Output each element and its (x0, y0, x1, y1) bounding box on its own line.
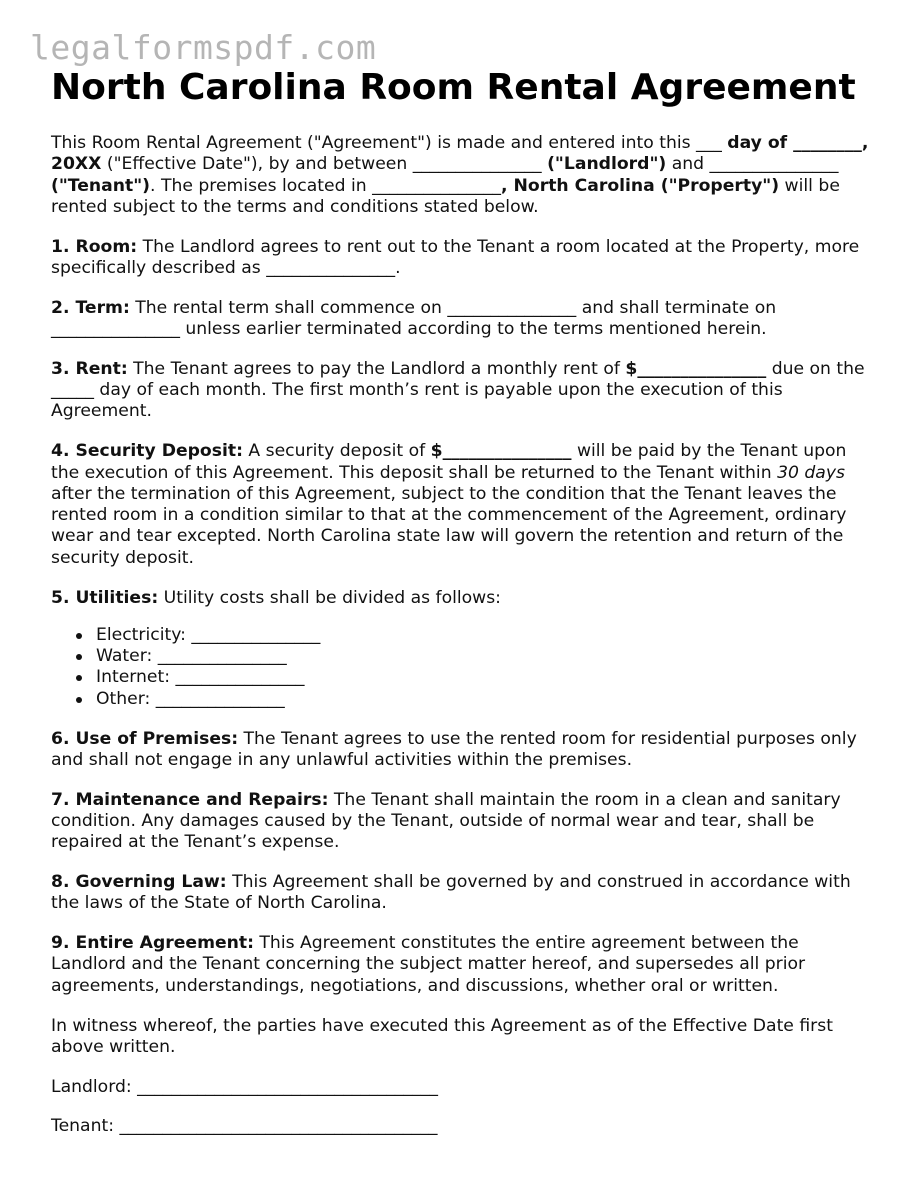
intro-tenant: ("Tenant") (51, 175, 151, 196)
section-governing-law (51, 872, 873, 915)
section-text: will be paid by the Tenant upon the execution of this Agreement. This deposit shall be returned to the Tenant within (51, 441, 847, 483)
section-heading: 1. Room: (51, 236, 138, 257)
section-text: after the termination of this Agreement, subject to the condition that the Tenant leaves the rented room in a condition similar to that at the commencement of the Agreement, ordinary wear and tear excepted. North Carolina state law will govern the retention and return of the security deposit. (51, 483, 847, 568)
section-heading: 2. Term: (51, 297, 130, 318)
section-text: The Tenant agrees to use the rented room for residential purposes only and shall not engage in any unlawful activities within the premises. (51, 728, 857, 770)
intro-property: , North Carolina ("Property") (501, 175, 780, 196)
section-text: A security deposit of (242, 441, 431, 462)
section-term (51, 298, 873, 341)
section-heading: 4. Security Deposit: (51, 441, 243, 462)
list-item: Other: _______________ (76, 689, 873, 710)
section-text: This Agreement shall be governed by and construed in accordance with the laws of the State of North Carolina. (51, 872, 851, 914)
intro-paragraph (51, 133, 873, 218)
list-item: Electricity: _______________ (76, 625, 873, 646)
section-security-deposit (51, 441, 873, 569)
section-use-of-premises (51, 729, 873, 772)
watermark: legalformspdf.com (30, 28, 377, 67)
agreement-body (51, 133, 873, 1156)
intro-text-4: . The premises located in _______________ (150, 175, 502, 196)
page-title: North Carolina Room Rental Agreement (51, 67, 856, 108)
section-heading: 9. Entire Agreement: (51, 933, 254, 954)
section-entire-agreement (51, 933, 873, 997)
section-text: The Tenant agrees to pay the Landlord a monthly rent of (127, 358, 626, 379)
intro-text-3: and _______________ (666, 154, 839, 175)
utilities-list (51, 625, 873, 710)
section-text: This Agreement constitutes the entire agreement between the Landlord and the Tenant concerning the subject matter hereof, and supersedes all prior agreements, understandings, negotiations, and discussions, whether oral or written. (51, 933, 806, 996)
intro-landlord: ("Landlord") (547, 154, 667, 175)
intro-text-1: This Room Rental Agreement ("Agreement") is made and entered into this ___ (51, 133, 728, 153)
witness-paragraph: In witness whereof, the parties have executed this Agreement as of the Effective Date first above written. (51, 1015, 833, 1057)
section-room (51, 237, 873, 280)
intro-text-2: ("Effective Date"), by and between _______________ (101, 154, 548, 175)
section-text: The rental term shall commence on _______________ and shall terminate on _______________ unless earlier terminated according to the terms mentioned herein. (51, 297, 777, 340)
tenant-signature-line: Tenant: _____________________________________ (51, 1116, 438, 1137)
intro-text-5: will be rented subject to the terms and conditions stated below. (51, 175, 840, 217)
intro-day-of: day of ________, 20XX (51, 133, 869, 175)
section-heading: 3. Rent: (51, 358, 128, 379)
list-item: Internet: _______________ (76, 667, 873, 688)
section-text: Utility costs shall be divided as follows: (158, 587, 501, 608)
section-utilities (51, 588, 873, 609)
section-text: The Tenant shall maintain the room in a clean and sanitary condition. Any damages caused by the Tenant, outside of normal wear and tear, shall be repaired at the Tenant’s expense. (51, 789, 841, 853)
deposit-amount-blank: $_______________ (430, 441, 572, 462)
deposit-return-days: 30 days (777, 462, 845, 483)
section-heading: 7. Maintenance and Repairs: (51, 789, 329, 810)
section-heading: 5. Utilities: (51, 587, 159, 608)
section-heading: 6. Use of Premises: (51, 728, 239, 749)
section-heading: 8. Governing Law: (51, 872, 227, 893)
section-text: due on the _____ day of each month. The first month’s rent is payable upon the execution of this Agreement. (51, 358, 865, 422)
landlord-signature-line: Landlord: ___________________________________ (51, 1076, 438, 1097)
section-text: The Landlord agrees to rent out to the Tenant a room located at the Property, more specifically described as _______________. (51, 236, 860, 278)
list-item: Water: _______________ (76, 646, 873, 667)
rent-amount-blank: $_______________ (625, 358, 767, 379)
section-maintenance (51, 790, 873, 854)
section-rent (51, 359, 873, 423)
